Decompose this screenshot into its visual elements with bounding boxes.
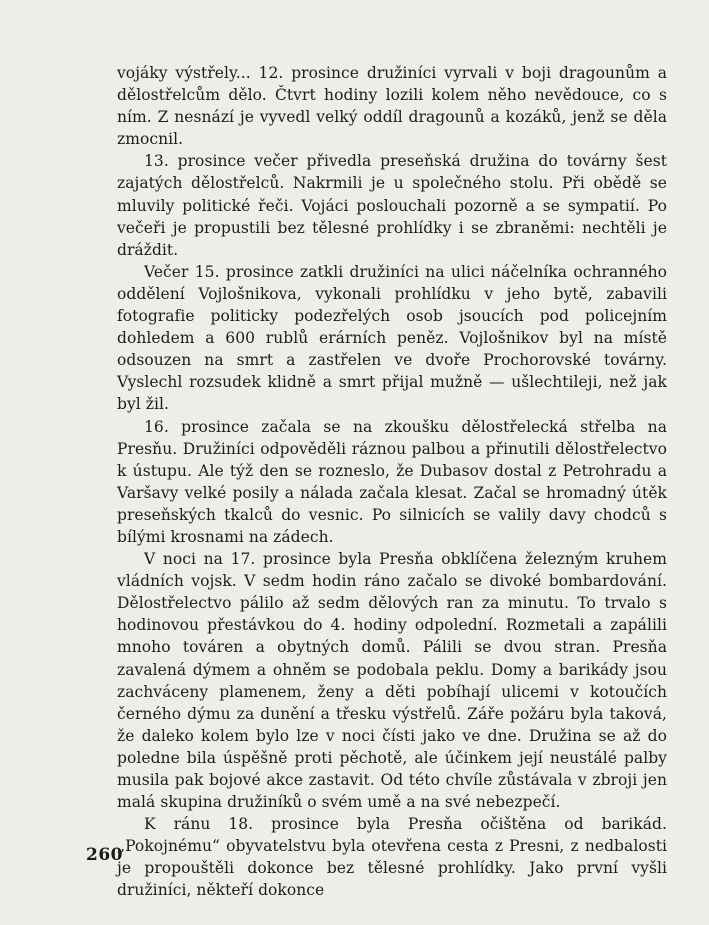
page-text-block — [117, 62, 667, 902]
paragraph-4: 16. prosince začala se na zkoušku dělostřelecká střelba na Presňu. Družiníci odpověděli ráznou palbou a přinutili dělostřelectvo k ústupu. Ale týž den se rozneslo, že Dubasov dostal z Petrohradu a Varšavy velké posily a nálada začala klesat. Začal se hromadný útěk preseňských tkalců do vesnic. Po silnicích se valily davy chodců s bílými krosnami na zádech. — [117, 417, 667, 546]
paragraph-2: 13. prosince večer přivedla preseňská družina do továrny šest zajatých dělostřelců. Nakrmili je u společného stolu. Při obědě se mluvily politické řeči. Vojáci poslouchali pozorně a se sympatií. Po večeři je propustili bez tělesné prohlídky i se zbraněmi: nechtěli je dráždit. — [117, 152, 667, 259]
paragraph-5: V noci na 17. prosince byla Presňa obklíčena železným kruhem vládních vojsk. V sedm hodin ráno začalo se divoké bombardování. Dělostřelectvo pálilo až sedm dělových ran za minutu. To trvalo s hodinovou přestávkou do 4. hodiny odpolední. Rozmetali a zapálili mnoho továren a obytných domů. Pálili se dvou stran. Presňa zavalená dýmem a ohněm se podobala peklu. Domy a barikády jsou zachváceny plamenem, ženy a děti pobíhají ulicemi v kotoučích černého dýmu za dunění a třesku výstřelů. Záře požáru byla taková, že daleko kolem bylo lze v noci čísti jako ve dne. Družina se až do poledne bila úspěšně proti pěchotě, ale účinkem její neustálé palby musila pak bojové akce zastavit. Od této chvíle zůstávala v zbroji jen malá skupina družiníků o svém umě a na své nebezpečí. — [117, 550, 667, 812]
page-number: 260 — [86, 845, 123, 865]
paragraph-1: vojáky výstřely... 12. prosince družiníci vyrvali v boji dragounům a dělostřelcům dělo. Čtvrt hodiny lozili kolem něho nevědouce, co s ním. Z nesnází je vyvedl velký oddíl dragounů a kozáků, jenž se děla zmocnil. — [117, 64, 667, 149]
paragraph-3: Večer 15. prosince zatkli družiníci na ulici náčelníka ochranného oddělení Vojlošnikova, vykonali prohlídku v jeho bytě, zabavili fotografie politicky podezřelých osob jsoucích pod policejním dohledem a 600 rublů erárních peněz. Vojlošnikov byl na místě odsouzen na smrt a zastřelen ve dvoře Prochorovské továrny. Vyslechl rozsudek klidně a smrt přijal mužně — ušlechtileji, než jak byl žil. — [117, 262, 667, 414]
paragraph-6: K ránu 18. prosince byla Presňa očištěna od barikád. „Pokojnému“ obyvatelstvu byla otevřena cesta z Presni, z nedbalosti je propouštěli dokonce bez tělesné prohlídky. Jako první vyšli družiníci, někteří dokonce — [117, 815, 667, 900]
